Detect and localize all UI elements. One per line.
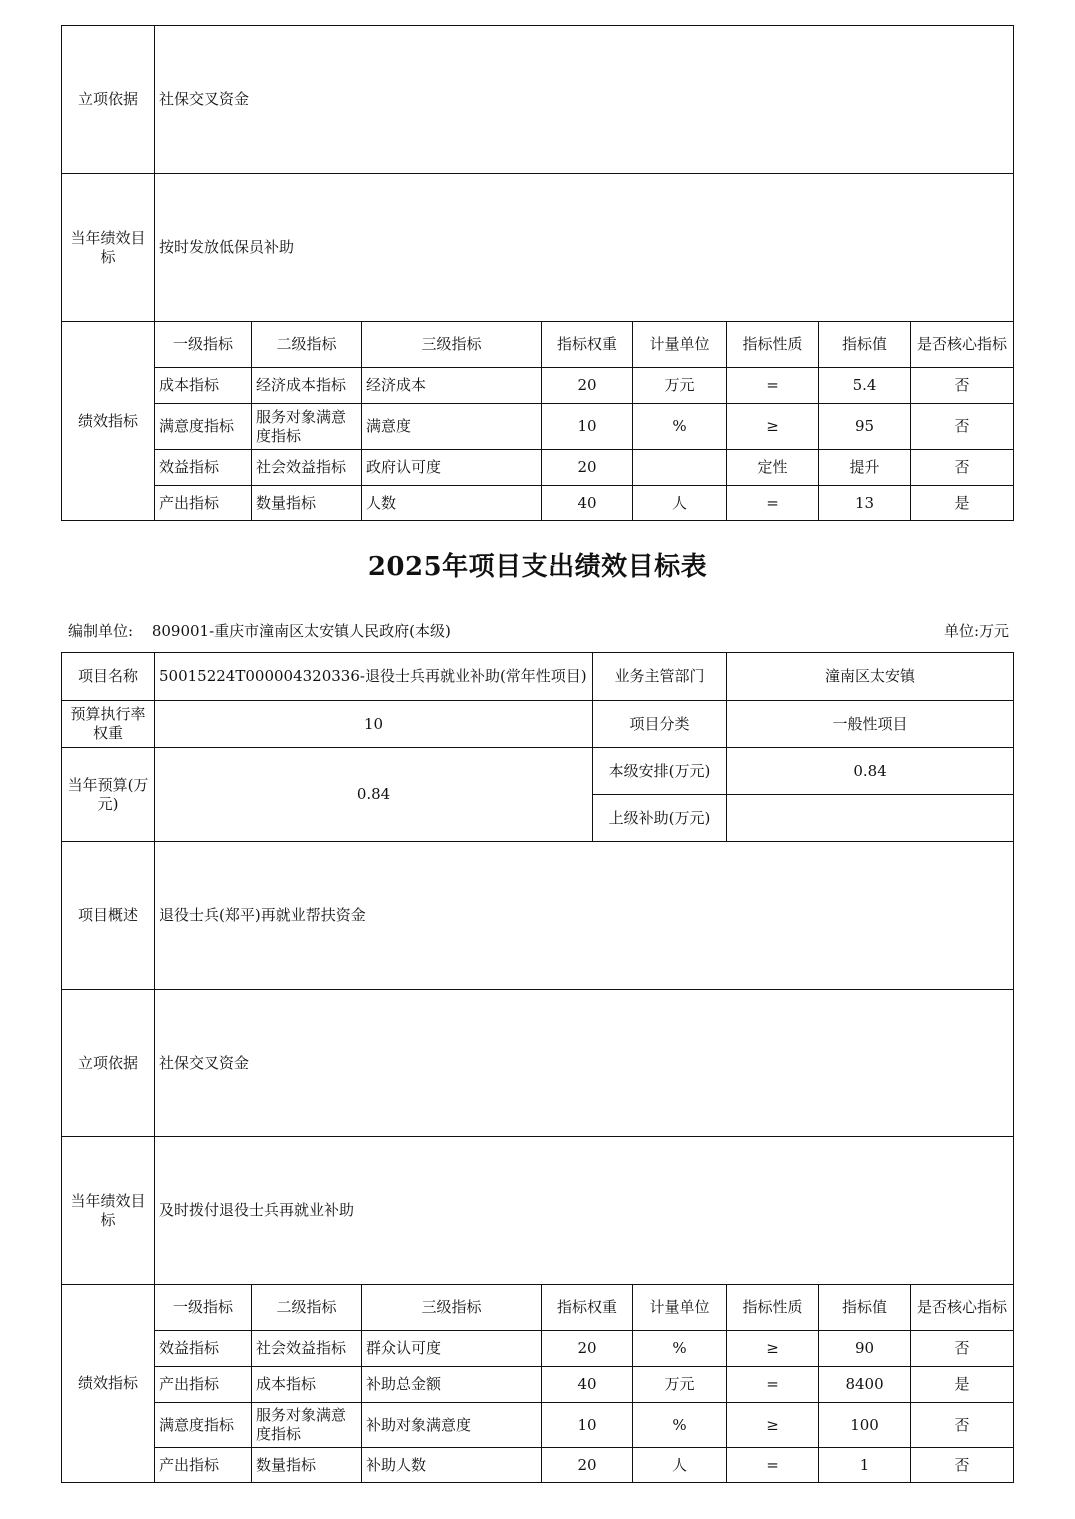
cell: 效益指标 <box>155 450 252 486</box>
header-cell: 二级指标 <box>252 1285 362 1331</box>
header-cell: 指标性质 <box>727 322 819 368</box>
cell: 定性 <box>727 450 819 486</box>
header-cell: 是否核心指标 <box>911 1285 1014 1331</box>
cell: 产出指标 <box>155 1448 252 1483</box>
cell: = <box>727 1367 819 1403</box>
cell: 人 <box>633 486 727 521</box>
cell: 否 <box>911 368 1014 404</box>
cell: 服务对象满意度指标 <box>252 1403 362 1448</box>
cell: = <box>727 368 819 404</box>
goal-value: 按时发放低保员补助 <box>155 174 1014 322</box>
goal-value: 及时拨付退役士兵再就业补助 <box>155 1137 1014 1285</box>
cell: 40 <box>542 486 633 521</box>
cell: 8400 <box>819 1367 911 1403</box>
cell: 否 <box>911 1403 1014 1448</box>
cell: 5.4 <box>819 368 911 404</box>
cell: % <box>633 404 727 450</box>
header-cell: 指标性质 <box>727 1285 819 1331</box>
basis-label: 立项依据 <box>62 26 155 174</box>
upper-value <box>727 795 1014 842</box>
cell: 经济成本指标 <box>252 368 362 404</box>
perf-table-2 <box>61 652 1014 1483</box>
cell: 效益指标 <box>155 1331 252 1367</box>
cell: 20 <box>542 368 633 404</box>
page-title: 2025年项目支出绩效目标表 <box>367 552 708 582</box>
local-value: 0.84 <box>727 748 1014 795</box>
cell: 40 <box>542 1367 633 1403</box>
table-row <box>62 1448 1014 1483</box>
exec-weight-value: 10 <box>155 701 593 748</box>
cell: 成本指标 <box>252 1367 362 1403</box>
unit-label: 编制单位: <box>68 622 134 640</box>
project-name-value: 50015224T000004320336-退役士兵再就业补助(常年性项目) <box>155 653 593 701</box>
budget-value: 0.84 <box>155 748 593 842</box>
cell: % <box>633 1331 727 1367</box>
cell: 人 <box>633 1448 727 1483</box>
table-row <box>62 1403 1014 1448</box>
cell: 社会效益指标 <box>252 1331 362 1367</box>
cell: 20 <box>542 450 633 486</box>
unit-value: 809001-重庆市潼南区太安镇人民政府(本级) <box>151 622 451 640</box>
cell: 20 <box>542 1331 633 1367</box>
cell: ≥ <box>727 1331 819 1367</box>
cell: 补助对象满意度 <box>362 1403 542 1448</box>
header-cell: 指标权重 <box>542 322 633 368</box>
cell: 90 <box>819 1331 911 1367</box>
cell: 10 <box>542 1403 633 1448</box>
header-cell: 二级指标 <box>252 322 362 368</box>
cell: 产出指标 <box>155 486 252 521</box>
cell: 服务对象满意度指标 <box>252 404 362 450</box>
table-row <box>62 486 1014 521</box>
cell: 否 <box>911 450 1014 486</box>
cell: ≥ <box>727 404 819 450</box>
basis-value: 社保交叉资金 <box>155 990 1014 1137</box>
table-row <box>62 404 1014 450</box>
cell: 经济成本 <box>362 368 542 404</box>
cell: 是 <box>911 1367 1014 1403</box>
header-cell: 是否核心指标 <box>911 322 1014 368</box>
cell: 补助人数 <box>362 1448 542 1483</box>
header-cell: 指标值 <box>819 322 911 368</box>
goal-label: 当年绩效目标 <box>62 1137 155 1285</box>
cell: 政府认可度 <box>362 450 542 486</box>
cell: 13 <box>819 486 911 521</box>
exec-weight-label: 预算执行率权重 <box>62 701 155 748</box>
cell: 提升 <box>819 450 911 486</box>
table-row <box>62 1331 1014 1367</box>
cell: ≥ <box>727 1403 819 1448</box>
cell: 产出指标 <box>155 1367 252 1403</box>
header-cell: 三级指标 <box>362 1285 542 1331</box>
header-cell: 指标权重 <box>542 1285 633 1331</box>
goal-label: 当年绩效目标 <box>62 174 155 322</box>
table-row <box>62 368 1014 404</box>
overview-label: 项目概述 <box>62 842 155 990</box>
table-row <box>62 450 1014 486</box>
cell: 满意度指标 <box>155 404 252 450</box>
budget-label: 当年预算(万元) <box>62 748 155 842</box>
upper-label: 上级补助(万元) <box>593 795 727 842</box>
dept-label: 业务主管部门 <box>593 653 727 701</box>
header-cell: 计量单位 <box>633 322 727 368</box>
header-cell: 一级指标 <box>155 322 252 368</box>
cell: 10 <box>542 404 633 450</box>
header-cell: 一级指标 <box>155 1285 252 1331</box>
cell: 100 <box>819 1403 911 1448</box>
cell: 95 <box>819 404 911 450</box>
cell: = <box>727 1448 819 1483</box>
cell: 数量指标 <box>252 1448 362 1483</box>
cell: = <box>727 486 819 521</box>
currency-label: 单位:万元 <box>943 622 1009 640</box>
cell: 群众认可度 <box>362 1331 542 1367</box>
cell: 满意度指标 <box>155 1403 252 1448</box>
cell: 是 <box>911 486 1014 521</box>
cell: 否 <box>911 1448 1014 1483</box>
cell: 补助总金额 <box>362 1367 542 1403</box>
header-cell: 计量单位 <box>633 1285 727 1331</box>
cell: 否 <box>911 1331 1014 1367</box>
cell: 否 <box>911 404 1014 450</box>
overview-value: 退役士兵(郑平)再就业帮扶资金 <box>155 842 1014 990</box>
cell: 万元 <box>633 368 727 404</box>
table-row <box>62 1367 1014 1403</box>
category-value: 一般性项目 <box>727 701 1014 748</box>
cell: % <box>633 1403 727 1448</box>
local-label: 本级安排(万元) <box>593 748 727 795</box>
basis-value: 社保交叉资金 <box>155 26 1014 174</box>
cell: 人数 <box>362 486 542 521</box>
cell: 成本指标 <box>155 368 252 404</box>
dept-value: 潼南区太安镇 <box>727 653 1014 701</box>
header-cell: 三级指标 <box>362 322 542 368</box>
cell <box>633 450 727 486</box>
perf-table-1 <box>61 25 1014 521</box>
category-label: 项目分类 <box>593 701 727 748</box>
header-cell: 指标值 <box>819 1285 911 1331</box>
basis-label: 立项依据 <box>62 990 155 1137</box>
cell: 万元 <box>633 1367 727 1403</box>
cell: 社会效益指标 <box>252 450 362 486</box>
perf-label: 绩效指标 <box>62 322 155 521</box>
cell: 20 <box>542 1448 633 1483</box>
cell: 1 <box>819 1448 911 1483</box>
perf-label: 绩效指标 <box>62 1285 155 1483</box>
unit-line <box>68 620 451 641</box>
cell: 满意度 <box>362 404 542 450</box>
project-name-label: 项目名称 <box>62 653 155 701</box>
cell: 数量指标 <box>252 486 362 521</box>
